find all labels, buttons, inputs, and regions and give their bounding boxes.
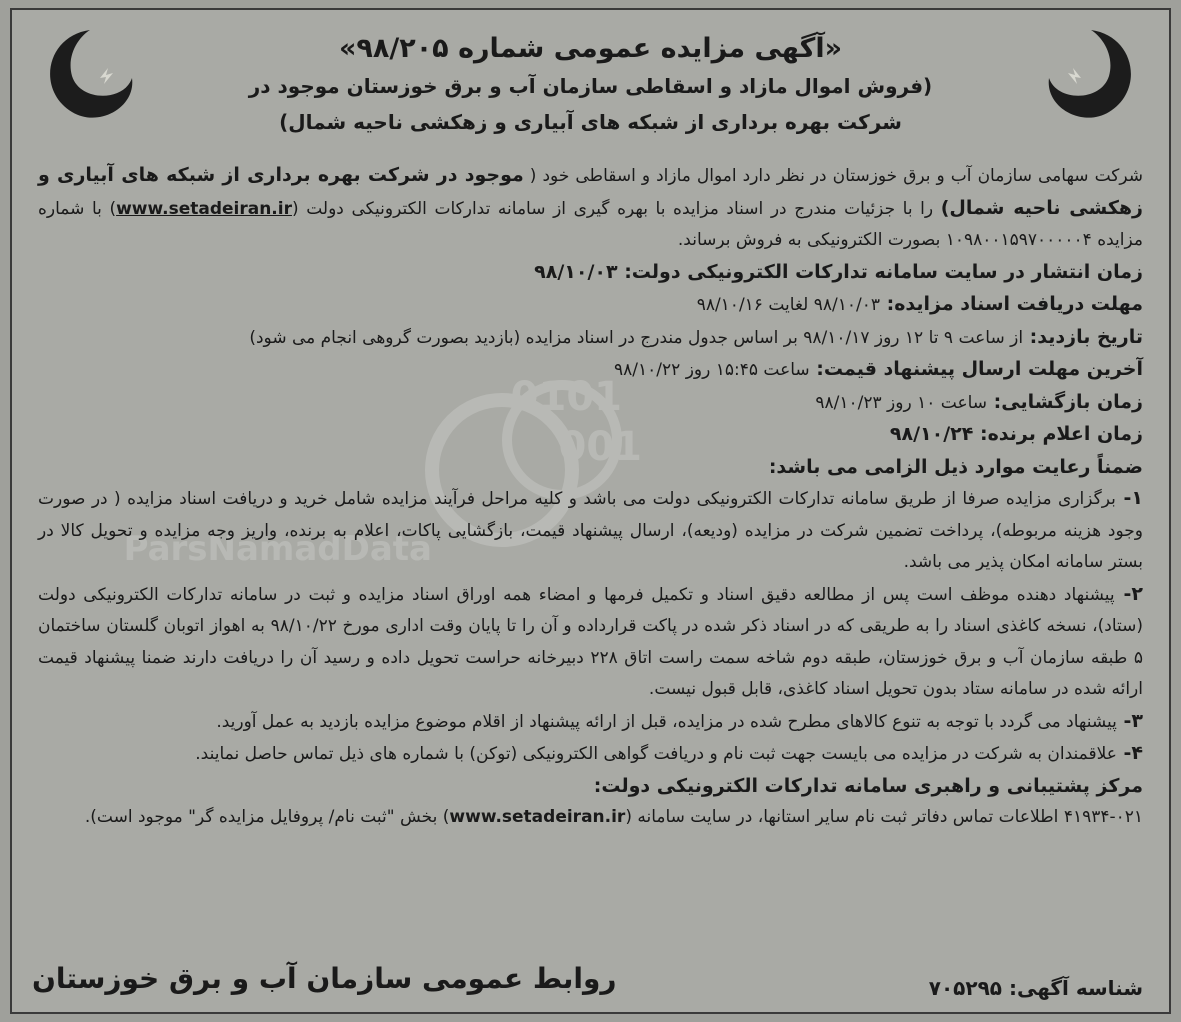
svg-text:001: 001 xyxy=(558,424,642,470)
public-relations-signature: روابط عمومی سازمان آب و برق خوزستان xyxy=(32,962,617,995)
ad-subtitle-line2: شرکت بهره برداری از شبکه های آبیاری و زهکشی ناحیه شمال) xyxy=(279,110,902,134)
support-text: ۴۱۹۳۴-۰۲۱ اطلاعات تماس دفاتر ثبت نام سایر استانها، در سایت سامانه (www.setadeiran.ir) بخش "ثبت نام/ پروفایل مزایده گر" موجود است). xyxy=(84,807,1143,827)
ad-subtitle-line1: (فروش اموال مازاد و اسقاطی سازمان آب و برق خوزستان موجود در xyxy=(248,74,933,98)
ad-body xyxy=(38,160,1143,834)
svg-text:ParsNamadData: ParsNamadData xyxy=(123,529,432,569)
ad-id: شناسه آگهی: ۷۰۵۲۹۵ xyxy=(928,976,1143,1000)
docs-deadline-line: مهلت دریافت اسناد مزایده: ۹۸/۱۰/۰۳ لغایت ۹۸/۱۰/۱۶ xyxy=(696,293,1143,315)
note-item: ۴- علاقمندان به شرکت در مزایده می بایست جهت ثبت نام و دریافت گواهی الکترونیکی (توکن) با شماره های ذیل تماس حاصل نمایند. xyxy=(195,742,1143,764)
visit-date-line: تاریخ بازدید: از ساعت ۹ تا ۱۲ روز ۹۸/۱۰/۱۷ بر اساس جدول مندرج در اسناد مزایده (بازدید بصورت گروهی انجام می شود) xyxy=(249,325,1143,348)
setad-site-link[interactable]: www.setadeiran.ir xyxy=(449,807,626,827)
publish-date-line: زمان انتشار در سایت سامانه تدارکات الکترونیکی دولت: ۹۸/۱۰/۰۳ xyxy=(534,260,1143,283)
note-item: ۱- برگزاری مزایده صرفا از طریق سامانه تدارکات الکترونیکی دولت می باشد و کلیه مراحل فرآیند مزایده شامل خرید و دریافت اسناد مزایده ( در صورت وجود هزینه مربوطه)، پرداخت تضمین شرکت در مزایده (ودیعه)، ارسال پیشنهاد قیمت، بازگشایی پاکات، اعلام به برنده، واریز وجه مزایده و تحویل کالا در بستر سامانه امکان پذیر می باشد. xyxy=(38,487,1143,572)
note-item: ۳- پیشنهاد می گردد با توجه به تنوع کالاهای مطرح شده در مزایده، قبل از ارائه پیشنهاد از اقلام موضوع مزایده بازدید به عمل آورید. xyxy=(216,709,1143,732)
bid-deadline-line: آخرین مهلت ارسال پیشنهاد قیمت: ساعت ۱۵:۴۵ روز ۹۸/۱۰/۲۲ xyxy=(614,358,1143,380)
notes-heading: ضمناً رعایت موارد ذیل الزامی می باشد: xyxy=(768,455,1143,478)
newspaper-ad xyxy=(10,8,1171,1014)
setad-link[interactable]: www.setadeiran.ir xyxy=(116,198,292,219)
ad-title: «آگهی مزایده عمومی شماره ۹۸/۲۰۵» xyxy=(338,33,843,64)
support-heading: مرکز پشتیبانی و راهبری سامانه تدارکات الکترونیکی دولت: xyxy=(593,774,1143,797)
svg-text:0101: 0101 xyxy=(510,374,622,420)
opening-date-line: زمان بازگشایی: ساعت ۱۰ روز ۹۸/۱۰/۲۳ xyxy=(815,390,1143,413)
organization-logo-left xyxy=(28,24,148,124)
intro-paragraph: شرکت سهامی سازمان آب و برق خوزستان در نظر دارد اموال مازاد و اسقاطی خود ( موجود در شرکت بهره برداری از شبکه های آبیاری و زهکشی ناحیه شمال) را با جزئیات مندرج در اسناد مزایده با بهره گیری از سامانه تدارکات الکترونیکی دولت (www.setadeiran.ir) با شماره مزایده ۱۰۹۸۰۰۱۵۹۷۰۰۰۰۰۴ بصورت الکترونیکی به فروش برساند. xyxy=(38,164,1143,250)
note-item: ۲- پیشنهاد دهنده موظف است پس از مطالعه دقیق اسناد و تکمیل فرمها و امضاء همه اوراق اسناد مزایده و ثبت در سامانه تدارکات الکترونیکی دولت (ستاد)، نسخه کاغذی اسناد را به طریقی که در اسناد ذکر شده در پاکت قرارداده و آن را تا پایان وقت اداری مورخ ۹۸/۱۰/۲۲ به اهواز اتوبان گلستان ساختمان ۵ طبقه سازمان آب و برق خوزستان، طبقه دوم شاخه سمت راست اتاق ۲۲۸ دبیرخانه حراست تحویل داده و رسید آن را دریافت دارند ضمنا پیشنهاد قیمت ارائه شده در سامانه ستاد بدون تحویل اسناد کاغذی، قابل قبول نیست. xyxy=(38,582,1144,699)
ad-header xyxy=(162,30,1019,140)
organization-logo-right xyxy=(1033,24,1153,124)
winner-date-line: زمان اعلام برنده: ۹۸/۱۰/۲۴ xyxy=(889,423,1143,445)
ad-footer xyxy=(32,962,1143,1012)
